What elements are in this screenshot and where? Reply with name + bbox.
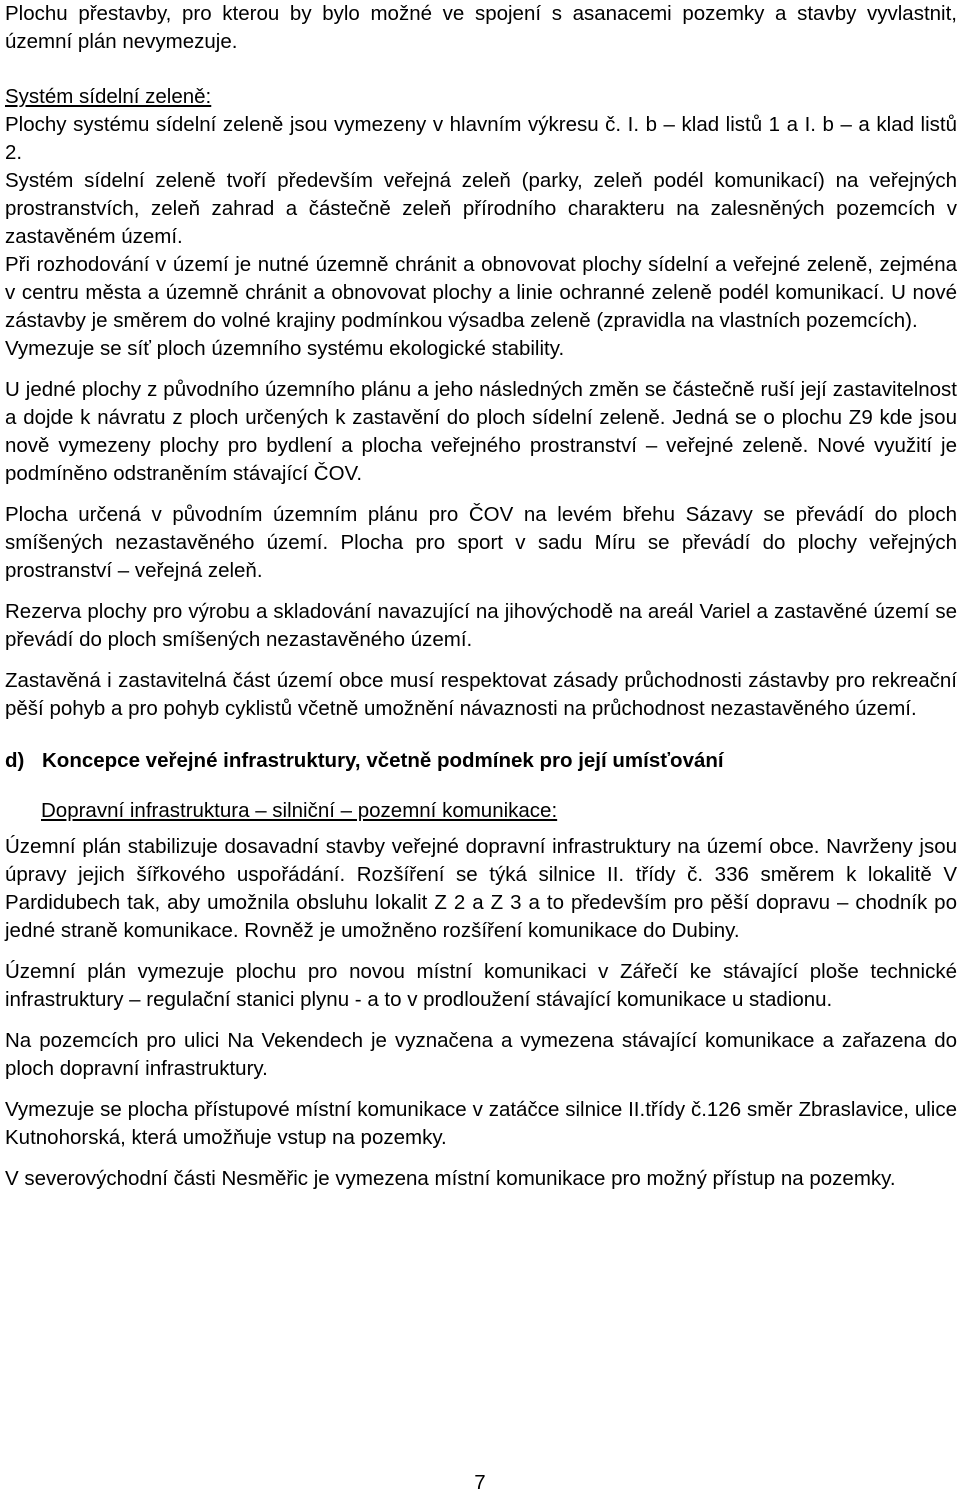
transport-paragraph-5: V severovýchodní části Nesměřic je vymezena místní komunikace pro možný přístup na pozemky.: [5, 1167, 896, 1190]
green-paragraph-4: Vymezuje se síť ploch územního systému ekologické stability.: [5, 337, 565, 360]
transport-paragraph-3: Na pozemcích pro ulici Na Vekendech je vyznačena a vymezena stávající komunikace a zařazena do ploch dopravní infrastruktury.: [5, 1029, 957, 1080]
transport-title: Dopravní infrastruktura – silniční – pozemní komunikace:: [41, 799, 558, 822]
green-paragraph-5: U jedné plochy z původního územního plánu a jeho následných změn se částečně ruší její zastavitelnost a dojde k návratu z ploch určených k zastavění do ploch sídelní zeleně. Jedná se o plochu Z9 kde jsou nově vymezeny plochy pro bydlení a plocha veřejného prostranství – veřejné zeleně. Nové využití je podmíněno odstraněním stávající ČOV.: [5, 378, 957, 485]
document-page: [5, 0, 957, 1193]
green-paragraph-3: Při rozhodování v území je nutné územně chránit a obnovovat plochy sídelní a veřejné zeleně, zejména v centru města a územně chránit a obnovovat plochy a linie ochranné zeleně podél komunikací. U nové zástavby je směrem do volné krajiny podmínkou výsadba zeleně (zpravidla na vlastních pozemcích).: [5, 253, 957, 332]
transport-paragraph-1: Územní plán stabilizuje dosavadní stavby veřejné dopravní infrastruktury na území obce. Navrženy jsou úpravy jejich šířkového uspořádání. Rozšíření se týká silnice II. třídy č. 336 směrem k lokalitě V Pardidubech tak, aby umožnila obsluhu lokalit Z 2 a Z 3 a to především pro pěší dopravu – chodník po jedné straně komunikace. Rovněž je umožněno rozšíření komunikace do Dubiny.: [5, 835, 957, 942]
intro-paragraph: Plochu přestavby, pro kterou by bylo možné ve spojení s asanacemi pozemky a stavby vyvlastnit, územní plán nevymezuje.: [5, 2, 957, 53]
section-d-heading: [5, 747, 957, 775]
transport-paragraph-4: Vymezuje se plocha přístupové místní komunikace v zatáčce silnice II.třídy č.126 směr Zbraslavice, ulice Kutnohorská, která umožňuje vstup na pozemky.: [5, 1098, 957, 1149]
section-d-label: d): [5, 749, 25, 772]
green-system-title: Systém sídelní zeleně:: [5, 85, 212, 108]
section-d-title: Koncepce veřejné infrastruktury, včetně podmínek pro její umísťování: [42, 749, 724, 772]
green-paragraph-6: Plocha určená v původním územním plánu pro ČOV na levém břehu Sázavy se převádí do ploch smíšených nezastavěného území. Plocha pro sport v sadu Míru se převádí do plochy veřejných prostranství – veřejná zeleň.: [5, 503, 957, 582]
green-paragraph-8: Zastavěná i zastavitelná část území obce musí respektovat zásady průchodnosti zástavby pro rekreační pěší pohyb a pro pohyb cyklistů včetně umožnění návaznosti na průchodnost nezastavěného území.: [5, 669, 957, 720]
green-paragraph-7: Rezerva plochy pro výrobu a skladování navazující na jihovýchodě na areál Variel a zastavěné území se převádí do ploch smíšených nezastavěného území.: [5, 600, 957, 651]
green-paragraph-2: Systém sídelní zeleně tvoří především veřejná zeleň (parky, zeleň podél komunikací) na veřejných prostranstvích, zeleň zahrad a částečně zeleň přírodního charakteru na zalesněných pozemcích v zastavěném území.: [5, 169, 957, 248]
page-number: 7: [474, 1471, 486, 1494]
green-paragraph-1: Plochy systému sídelní zeleně jsou vymezeny v hlavním výkresu č. I. b – klad listů 1 a I. b – a klad listů 2.: [5, 113, 957, 164]
transport-paragraph-2: Územní plán vymezuje plochu pro novou místní komunikaci v Zářečí ke stávající ploše technické infrastruktury – regulační stanici plynu - a to v prodloužení stávající komunikace u stadionu.: [5, 960, 957, 1011]
